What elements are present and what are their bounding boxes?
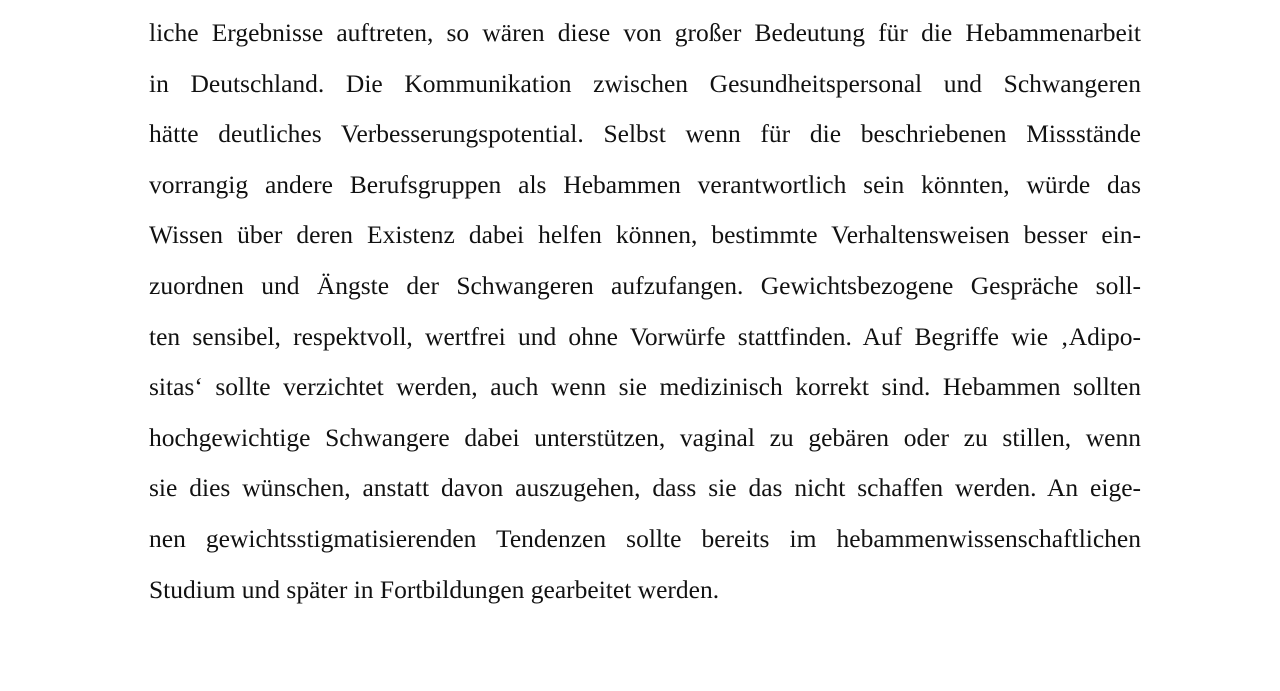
text-line: sie dies wünschen, anstatt davon auszugehen, dass sie das nicht schaffen werden. An eige- (149, 473, 1141, 503)
text-line: hätte deutliches Verbesserungspotential. Selbst wenn für die beschriebenen Missstände (149, 119, 1141, 149)
text-line: vorrangig andere Berufsgruppen als Hebammen verantwortlich sein könnten, würde das (149, 169, 1141, 199)
text-line: in Deutschland. Die Kommunikation zwischen Gesundheitspersonal und Schwangeren (149, 68, 1141, 98)
text-line: nen gewichtsstigmatisierenden Tendenzen sollte bereits im hebammenwissenschaftlichen (149, 523, 1141, 553)
text-line: liche Ergebnisse auftreten, so wären diese von großer Bedeutung für die Hebammenarbeit (149, 18, 1141, 47)
text-line: Wissen über deren Existenz dabei helfen können, bestimmte Verhaltensweisen besser ein- (149, 220, 1141, 250)
text-line: sitas‘ sollte verzichtet werden, auch wenn sie medizinisch korrekt sind. Hebammen sollten (149, 372, 1141, 402)
text-line: zuordnen und Ängste der Schwangeren aufzufangen. Gewichtsbezogene Gespräche soll- (149, 270, 1141, 300)
text-line: ten sensibel, respektvoll, wertfrei und ohne Vorwürfe stattfinden. Auf Begriffe wie ‚Adipo- (149, 321, 1141, 351)
text-line: hochgewichtige Schwangere dabei unterstützen, vaginal zu gebären oder zu stillen, wenn (149, 422, 1141, 452)
body-paragraph (149, 8, 1141, 615)
text-line-last: Studium und später in Fortbildungen gearbeitet werden. (149, 574, 720, 604)
